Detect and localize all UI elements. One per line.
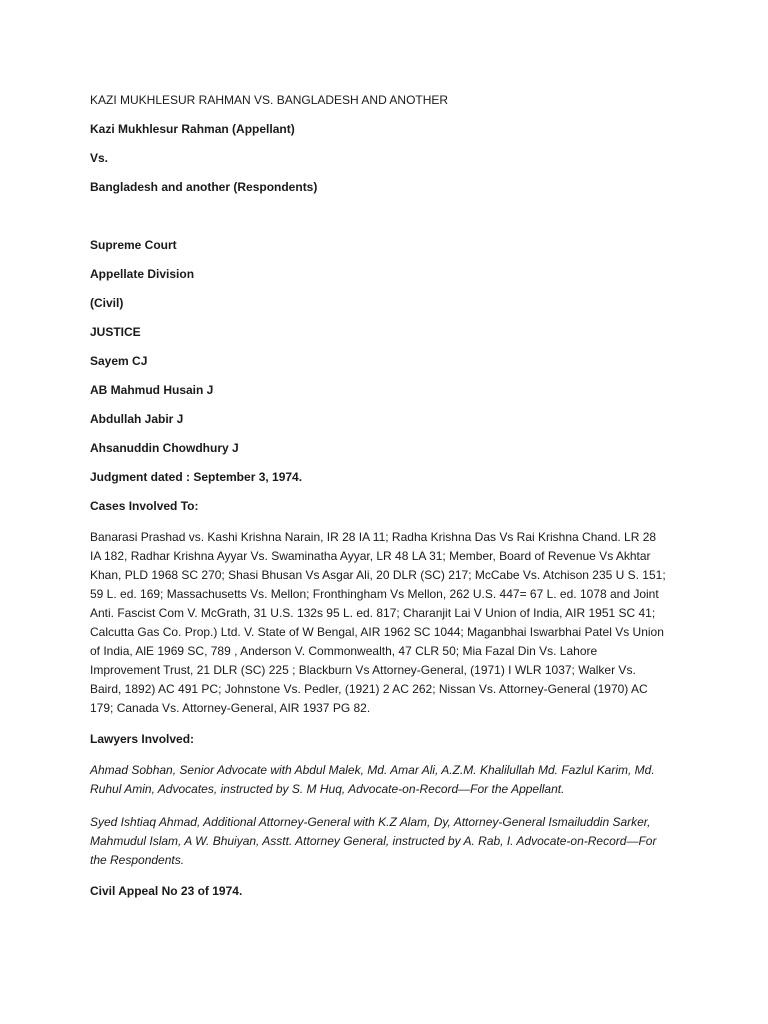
versus-line: Vs. (90, 151, 109, 165)
document-title: KAZI MUKHLESUR RAHMAN VS. BANGLADESH AND ANOTHER (90, 93, 449, 107)
lawyers-respondents: Syed Ishtiaq Ahmad, Additional Attorney-General with K.Z Alam, Dy, Attorney-General Ismailuddin Sarker, Mahmudul Islam, A W. Bhuiyan, Asstt. Attorney General, instructed by A. Rab, I. Advocate-on-Record—For the Respondents. (90, 815, 657, 867)
judgment-date: Judgment dated : September 3, 1974. (90, 470, 303, 484)
lawyers-heading: Lawyers Involved: (90, 732, 195, 746)
respondents-line: Bangladesh and another (Respondents) (90, 180, 318, 194)
cases-heading: Cases Involved To: (90, 499, 199, 513)
civil-appeal-line: Civil Appeal No 23 of 1974. (90, 884, 243, 898)
justice-name: Ahsanuddin Chowdhury J (90, 441, 239, 455)
justice-heading: JUSTICE (90, 325, 141, 339)
justice-name: Sayem CJ (90, 354, 148, 368)
cases-paragraph: Banarasi Prashad vs. Kashi Krishna Narain, IR 28 IA 11; Radha Krishna Das Vs Rai Krishna Chand. LR 28 IA 182, Radhar Krishna Ayyar Vs. Swaminatha Ayyar, LR 48 LA 31; Member, Board of Revenue Vs Akhtar Khan, PLD 1968 SC 270; Shasi Bhusan Vs Asgar Ali, 20 DLR (SC) 217; McCabe Vs. Atchison 235 U S. 151; 59 L. ed. 169; Massachusetts Vs. Mellon; Fronthingham Vs Mellon, 262 U.S. 447= 67 L. ed. 1078 and Joint Anti. Fascist Com V. McGrath, 31 U.S. 132s 95 L. ed. 817; Charanjit Lai V Union of India, AIR 1951 SC 41; Calcutta Gas Co. Prop.) Ltd. V. State of W Bengal, AIR 1962 SC 1044; Maganbhai Iswarbhai Patel Vs Union of India, AlE 1969 SC, 789 , Anderson V. Commonwealth, 47 CLR 50; Mia Fazal Din Vs. Lahore Improvement Trust, 21 DLR (SC) 225 ; Blackburn Vs Attorney-General, (1971) I WLR 1037; Walker Vs. Baird, 1892) AC 491 PC; Johnstone Vs. Pedler, (1921) 2 AC 262; Nissan Vs. Attorney-General (1970) AC 179; Canada Vs. Attorney-General, AIR 1937 PG 82. (90, 530, 666, 715)
division-line: Appellate Division (90, 267, 195, 281)
court-line: Supreme Court (90, 238, 177, 252)
appellant-line: Kazi Mukhlesur Rahman (Appellant) (90, 122, 295, 136)
justice-name: Abdullah Jabir J (90, 412, 184, 426)
spacer (90, 209, 670, 238)
document-page (90, 93, 670, 913)
justice-name: AB Mahmud Husain J (90, 383, 214, 397)
jurisdiction-line: (Civil) (90, 296, 124, 310)
lawyers-appellant: Ahmad Sobhan, Senior Advocate with Abdul Malek, Md. Amar Ali, A.Z.M. Khalilullah Md. Fazlul Karim, Md. Ruhul Amin, Advocates, instructed by S. M Huq, Advocate-on-Record—For the Appellant. (90, 763, 655, 796)
